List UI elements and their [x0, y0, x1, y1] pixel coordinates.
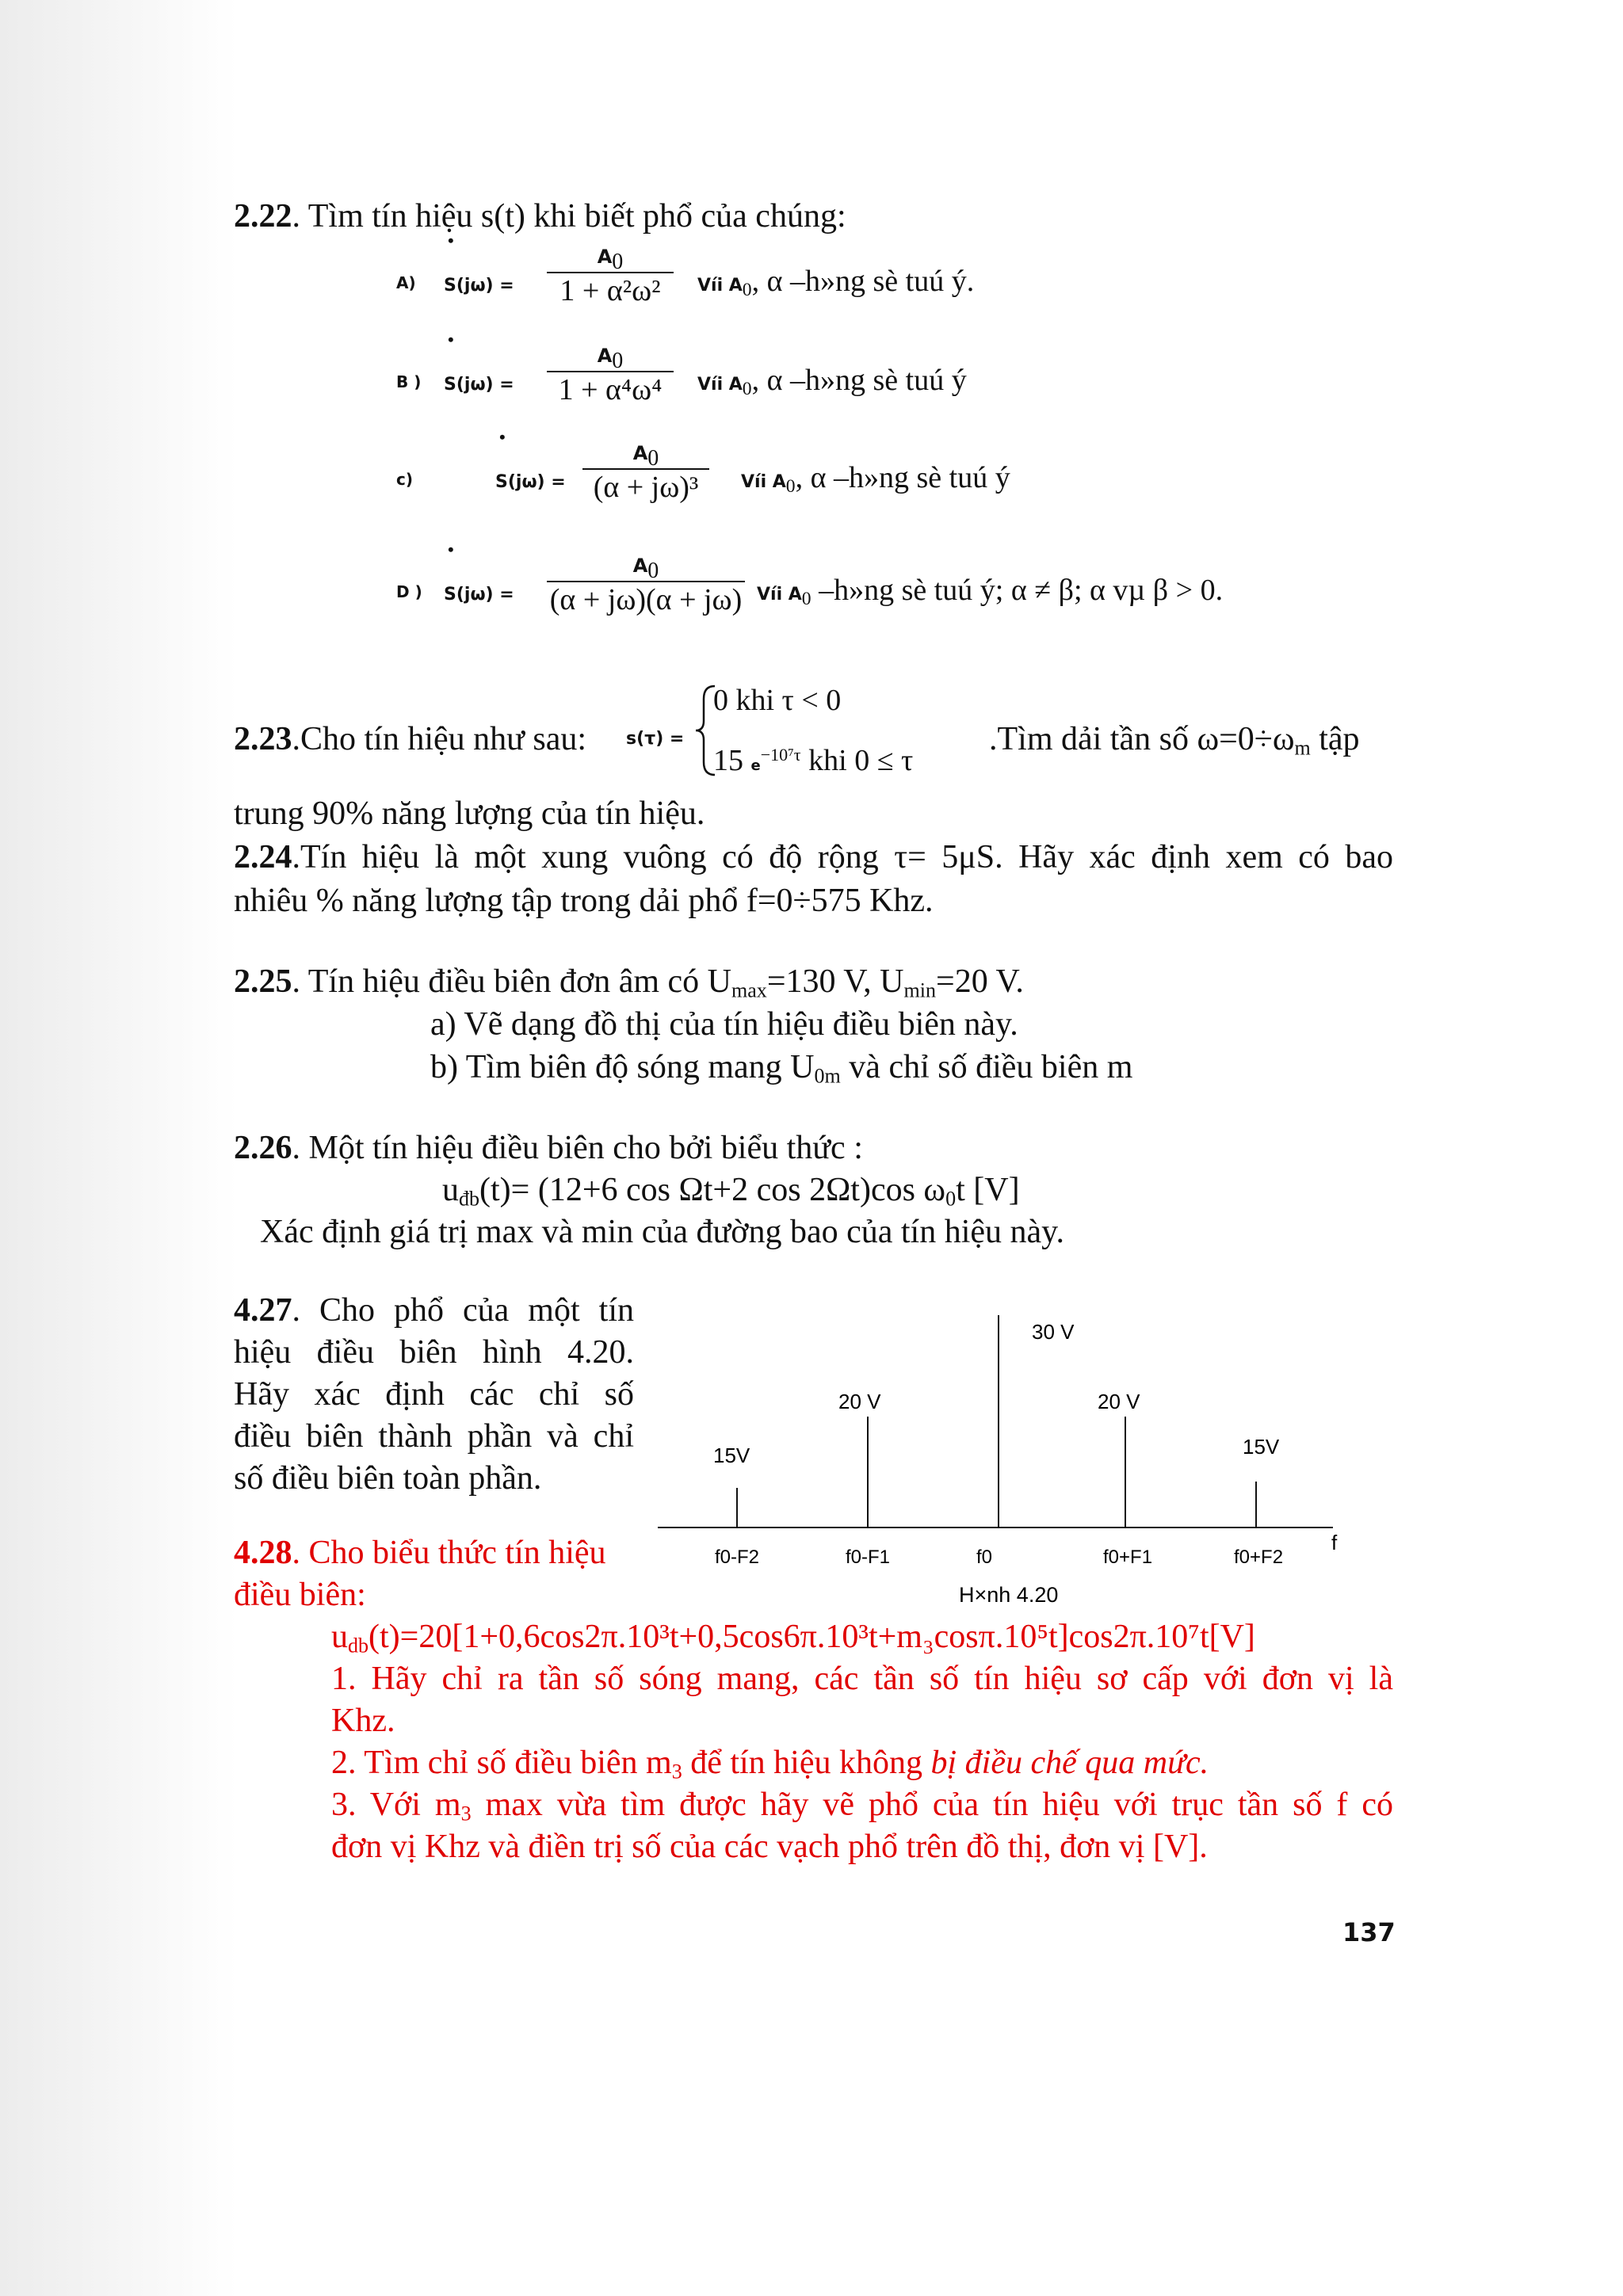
frequency-tick-label: f0-F2	[715, 1547, 760, 1568]
problem-2-23-tail: .Tìm dải tần số $\omega=0\div\omega_m$ tập	[989, 721, 1360, 760]
equation-condition: Víi $A_0$, α –h»ng sè tuú ý	[697, 364, 967, 399]
fraction	[547, 342, 674, 406]
axis-label-f: f	[1331, 1531, 1338, 1554]
fraction-numerator: $A_0$	[597, 345, 624, 373]
problem-text: . Tìm tín hiệu s(t) khi biết phổ của chúng:	[292, 198, 846, 235]
spectrum-figure	[650, 1315, 1363, 1616]
problem-4-27-line: Hãy xác định các chỉ số	[234, 1376, 634, 1413]
amplitude-label: 30 V	[1032, 1320, 1075, 1344]
problem-number: 4.27	[234, 1292, 292, 1329]
equation-condition: Víi $A_0$ –h»ng sè tuú ý; α ≠ β; α vµ β > 0.	[757, 574, 1224, 609]
equation-label: A)	[396, 273, 416, 292]
amplitude-label: 20 V	[1098, 1390, 1140, 1413]
problem-4-27-line: 4.27. Cho phổ của một tín	[234, 1292, 634, 1329]
problem-4-27-line: hiệu điều biên hình 4.20.	[234, 1334, 634, 1371]
piecewise-case-2: 15 $e^{-10^7\tau}$ khi 0 ≤ τ	[713, 744, 914, 777]
equation-label: B )	[396, 372, 422, 391]
problem-4-28-item-1-line1: 1. Hãy chỉ ra tần số sóng mang, các tần số tín hiệu sơ cấp với đơn vị là	[331, 1661, 1393, 1697]
frequency-tick-label: f0+F2	[1234, 1547, 1284, 1568]
problem-2-25-item-b: b) Tìm biên độ sóng mang $U_{0m}$ và chỉ số điều biên m	[430, 1049, 1133, 1088]
problem-4-28-item-1-line2: Khz.	[331, 1703, 395, 1739]
fraction-bar	[547, 371, 674, 372]
dot-accent: •	[499, 427, 506, 447]
fraction-denominator: (α + jω)³	[593, 471, 699, 504]
problem-2-22-heading	[234, 196, 846, 238]
equation-lhs: S(jω) =	[444, 585, 514, 605]
amplitude-label: 20 V	[838, 1390, 881, 1413]
fraction	[582, 440, 709, 503]
problem-number: 4.28	[234, 1535, 292, 1571]
equation-condition: Víi $A_0$, α –h»ng sè tuú ý	[741, 461, 1010, 497]
problem-number: 2.23	[234, 721, 292, 757]
frequency-tick-label: f0-F1	[846, 1547, 891, 1568]
problem-4-28-line2: điều biên:	[234, 1577, 366, 1613]
equation-condition: Víi $A_0$, α –h»ng sè tuú ý.	[697, 265, 975, 300]
problem-2-26-line1: 2.26. Một tín hiệu điều biên cho bởi biểu thức :	[234, 1130, 863, 1166]
fraction-denominator: (α + jω)(α + jω)	[549, 583, 743, 616]
fraction-numerator: $A_0$	[632, 555, 659, 583]
fraction	[547, 243, 674, 307]
problem-number: 2.24	[234, 839, 292, 875]
fraction-numerator: $A_0$	[632, 442, 659, 471]
problem-number: 2.25	[234, 963, 292, 1000]
problem-2-25-item-a: a) Vẽ dạng đồ thị của tín hiệu điều biên này.	[430, 1006, 1018, 1043]
problem-2-26-line3: Xác định giá trị max và min của đường bao của tín hiệu này.	[260, 1214, 1064, 1250]
problem-number: 2.26	[234, 1130, 292, 1166]
problem-4-28-item-3-line1: 3. Với $m_3$ max vừa tìm được hãy vẽ phổ của tín hiệu với trục tần số f có	[331, 1787, 1394, 1825]
frequency-tick-label: f0	[976, 1547, 993, 1568]
problem-number: 2.22	[234, 198, 292, 235]
equation-lhs: S(jω) =	[444, 276, 514, 296]
dot-accent: •	[448, 330, 454, 349]
frequency-tick-label: f0+F1	[1103, 1547, 1153, 1568]
dot-accent: •	[448, 540, 454, 559]
piecewise-case-1: 0 khi τ < 0	[713, 684, 842, 717]
equation-lhs: S(jω) =	[495, 472, 566, 492]
amplitude-label: 15V	[713, 1444, 750, 1467]
problem-4-27	[234, 1290, 634, 1500]
fraction	[547, 552, 745, 616]
fraction-denominator: 1 + α²ω²	[559, 274, 661, 307]
equation-lhs: S(jω) =	[444, 375, 514, 395]
problem-2-24-line2: nhiêu % năng lượng tập trong dải phổ f=0÷575 Khz.	[234, 883, 934, 919]
fraction-bar	[547, 581, 745, 582]
fraction-bar	[582, 468, 709, 470]
figure-caption: H×nh 4.20	[959, 1583, 1059, 1607]
problem-2-23-lead: 2.23.Cho tín hiệu như sau:	[234, 721, 587, 757]
fraction-numerator: $A_0$	[597, 246, 624, 274]
problem-4-28-line1: 4.28. Cho biểu thức tín hiệu	[234, 1535, 606, 1571]
problem-2-23-line2: trung 90% năng lượng của tín hiệu.	[234, 795, 705, 832]
dot-accent: •	[448, 231, 454, 250]
problem-4-28-item-2: 2. Tìm chỉ số điều biên $m_3$ để tín hiệu không bị điều chế qua mức.	[331, 1745, 1209, 1783]
equation-label: c)	[396, 470, 413, 489]
fraction-bar	[547, 272, 674, 273]
piecewise-function-name: s(τ) =	[626, 729, 685, 749]
problem-4-27-line: điều biên thành phần và chỉ	[234, 1418, 634, 1455]
problem-2-24-line1: 2.24.Tín hiệu là một xung vuông có độ rộng τ= 5μS. Hãy xác định xem có bao	[234, 839, 1393, 875]
problem-4-28-equation: $u_{db}(t)=20[1+0,6\cos 2\pi.10^3t+0,5\cos 6\pi.10^3t+m_3\cos\pi.10^5t]\cos 2\pi.10^7t[V]$	[331, 1619, 1255, 1657]
fraction-denominator: 1 + α⁴ω⁴	[558, 373, 663, 406]
problem-2-26-equation: $u_{đb}(t)= (12+6$ cos Ωt+2 cos 2Ωt)cos $\omega_0t$ [V]	[442, 1172, 1020, 1211]
equation-label: D )	[396, 582, 422, 601]
problem-4-27-line: số điều biên toàn phần.	[234, 1460, 542, 1497]
page-number: 137	[1342, 1917, 1396, 1947]
amplitude-label: 15V	[1243, 1435, 1280, 1459]
problem-4-28-item-3-line2: đơn vị Khz và điền trị số của các vạch phổ trên đồ thị, đơn vị [V].	[331, 1829, 1208, 1865]
problem-2-25-line1: 2.25. Tín hiệu điều biên đơn âm có $U_{max}=130$ V, $U_{min}=20$ V.	[234, 963, 1024, 1002]
